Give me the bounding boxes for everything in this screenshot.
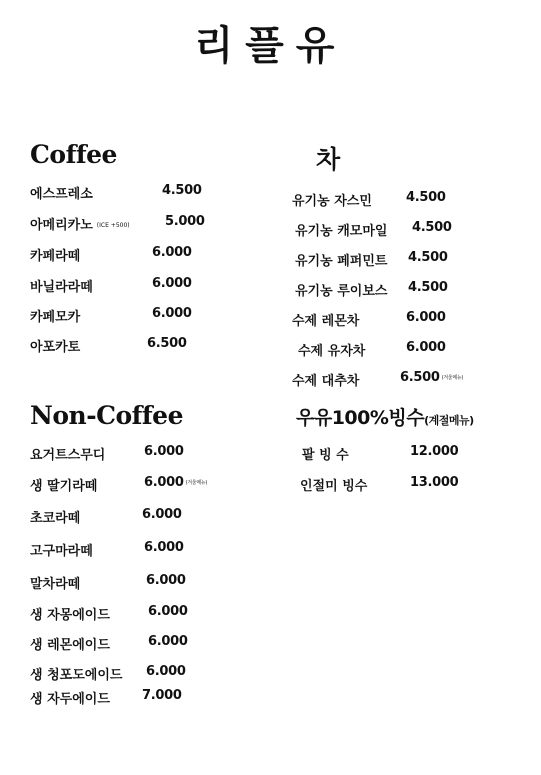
item-name: 요거트스무디 — [30, 448, 106, 463]
item-name: 유기농 페퍼민트 — [295, 254, 388, 269]
item-price: 6.000 — [146, 664, 186, 679]
menu-item — [292, 246, 522, 276]
item-price: 6.000 — [406, 310, 446, 325]
menu-item — [30, 536, 260, 569]
item-price: 6.500 (겨울메뉴) — [400, 370, 464, 385]
item-name: 수제 레몬차 — [292, 314, 360, 329]
item-name: 카페모카 — [30, 310, 81, 325]
item-name: 수제 유자차 — [298, 344, 366, 359]
item-price: 6.000 — [152, 276, 192, 291]
item-name: 초코라떼 — [30, 511, 81, 526]
item-name: 수제 대추차 — [292, 374, 360, 389]
item-price: 6.000 — [148, 604, 188, 619]
menu-item — [30, 241, 250, 272]
menu-item — [296, 471, 526, 502]
item-name: 카페라떼 — [30, 249, 81, 264]
bingsu-heading-note: (계절메뉴) — [424, 414, 474, 427]
item-name: 생 레몬에이드 — [30, 638, 110, 653]
menu-item — [292, 306, 522, 336]
item-name: 아메리카노 (ICE +500) — [30, 218, 130, 233]
menu-item — [30, 503, 260, 536]
item-name: 에스프레소 — [30, 187, 93, 202]
item-price: 6.000 — [152, 306, 192, 321]
item-price: 6.000 — [152, 245, 192, 260]
item-price: 6.000 — [146, 573, 186, 588]
item-price: 4.500 — [162, 183, 202, 198]
menu-item — [30, 569, 260, 600]
item-price: 6.000 — [144, 444, 184, 459]
item-name: 말차라떼 — [30, 577, 81, 592]
menu-item — [292, 186, 522, 216]
menu-item — [30, 600, 260, 630]
item-name: 아포카토 — [30, 340, 81, 355]
menu-title: 리플유 — [194, 23, 347, 69]
item-name: 팥 빙 수 — [302, 448, 349, 463]
menu-item — [292, 366, 522, 396]
tea-heading: 차 — [316, 145, 340, 174]
item-price: 4.500 — [408, 280, 448, 295]
noncoffee-heading: Non-Coffee — [30, 401, 183, 430]
item-name: 인절미 빙수 — [300, 479, 368, 494]
item-price: 12.000 — [410, 444, 459, 459]
item-name: 바닐라라떼 — [30, 280, 93, 295]
item-price: 6.000 — [144, 540, 184, 555]
noncoffee-section — [30, 401, 260, 708]
item-price: 6.000 (겨울메뉴) — [144, 475, 208, 490]
menu-item — [30, 272, 250, 302]
item-name: 유기농 자스민 — [292, 194, 372, 209]
menu-item — [292, 216, 522, 246]
item-name: 생 딸기라떼 — [30, 479, 98, 494]
price-note: (겨울메뉴) — [185, 480, 208, 486]
item-name: 생 청포도에이드 — [30, 668, 123, 683]
item-price: 4.500 — [406, 190, 446, 205]
item-name: 생 자몽에이드 — [30, 608, 110, 623]
item-price: 5.000 — [165, 214, 205, 229]
menu-item — [296, 440, 526, 471]
menu-item — [30, 660, 260, 684]
menu-item — [30, 630, 260, 660]
menu-item — [30, 471, 260, 503]
item-name: 유기농 루이보스 — [295, 284, 388, 299]
item-price: 6.000 — [142, 507, 182, 522]
menu-item — [30, 684, 260, 708]
menu-item — [292, 336, 522, 366]
menu-item — [30, 302, 250, 332]
menu-item — [30, 210, 250, 241]
item-name: 고구마라떼 — [30, 544, 93, 559]
bingsu-heading: 우유100%빙수(계절메뉴) — [296, 407, 474, 429]
item-price: 4.500 — [408, 250, 448, 265]
menu-item — [30, 332, 250, 362]
price-note: (겨울메뉴) — [441, 375, 464, 381]
item-price: 7.000 — [142, 688, 182, 703]
item-price: 6.000 — [148, 634, 188, 649]
item-price: 6.500 — [147, 336, 187, 351]
coffee-heading: Coffee — [30, 140, 117, 169]
menu-item — [30, 179, 250, 210]
item-note: (ICE +500) — [96, 222, 130, 229]
item-price: 4.500 — [412, 220, 452, 235]
tea-section — [292, 140, 522, 396]
coffee-section — [30, 140, 250, 362]
menu-item — [292, 276, 522, 306]
item-price: 6.000 — [406, 340, 446, 355]
item-price: 13.000 — [410, 475, 459, 490]
item-name: 유기농 캐모마일 — [295, 224, 388, 239]
bingsu-section — [296, 403, 526, 502]
item-name: 생 자두에이드 — [30, 692, 110, 707]
menu-item — [30, 440, 260, 471]
